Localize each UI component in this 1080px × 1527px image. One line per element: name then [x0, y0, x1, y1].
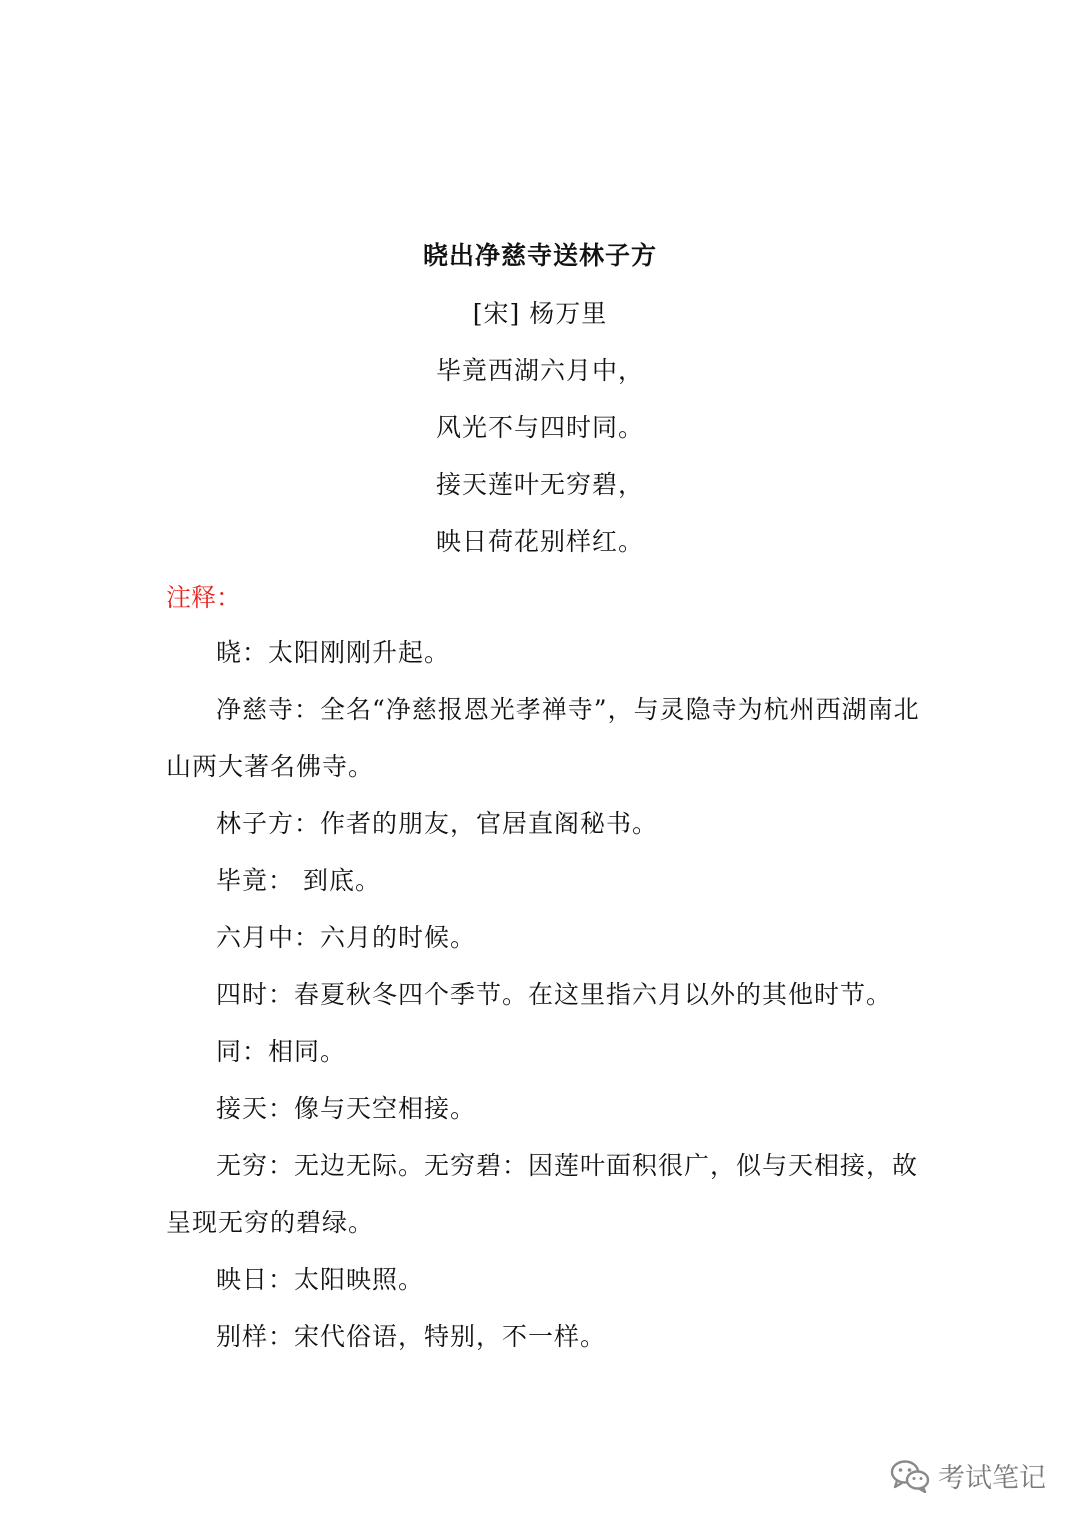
note-item: 六月中：六月的时候。 — [216, 923, 477, 952]
wechat-icon — [890, 1459, 930, 1493]
poem-line: 风光不与四时同。 — [435, 413, 644, 442]
note-item: 接天：像与天空相接。 — [216, 1094, 477, 1123]
watermark — [890, 1456, 1046, 1495]
note-item: 四时：春夏秋冬四个季节。在这里指六月以外的其他时节。 — [216, 980, 893, 1009]
poem-line: 映日荷花别样红。 — [435, 527, 644, 556]
note-item: 净慈寺：全名“净慈报恩光孝禅寺”，与灵隐寺为杭州西湖南北山两大著名佛寺。 — [166, 695, 920, 781]
poem-line: 接天莲叶无穷碧， — [435, 470, 644, 499]
note-item: 映日：太阳映照。 — [216, 1265, 425, 1294]
note-item: 林子方：作者的朋友，官居直阁秘书。 — [216, 809, 659, 838]
note-item: 毕竟： 到底。 — [216, 866, 381, 895]
note-item: 别样：宋代俗语，特别，不一样。 — [216, 1322, 607, 1351]
note-item: 晓：太阳刚刚升起。 — [216, 638, 451, 667]
watermark-label: 考试笔记 — [938, 1463, 1046, 1494]
notes-heading: 注释： — [166, 583, 242, 612]
poem-line: 毕竟西湖六月中， — [435, 356, 644, 385]
note-item: 无穷：无边无际。无穷碧：因莲叶面积很广，似与天相接，故呈现无穷的碧绿。 — [166, 1151, 919, 1237]
poem-author: [宋] 杨万里 — [472, 299, 608, 328]
poem-title: 晓出净慈寺送林子方 — [422, 241, 657, 270]
note-item: 同：相同。 — [216, 1037, 347, 1066]
